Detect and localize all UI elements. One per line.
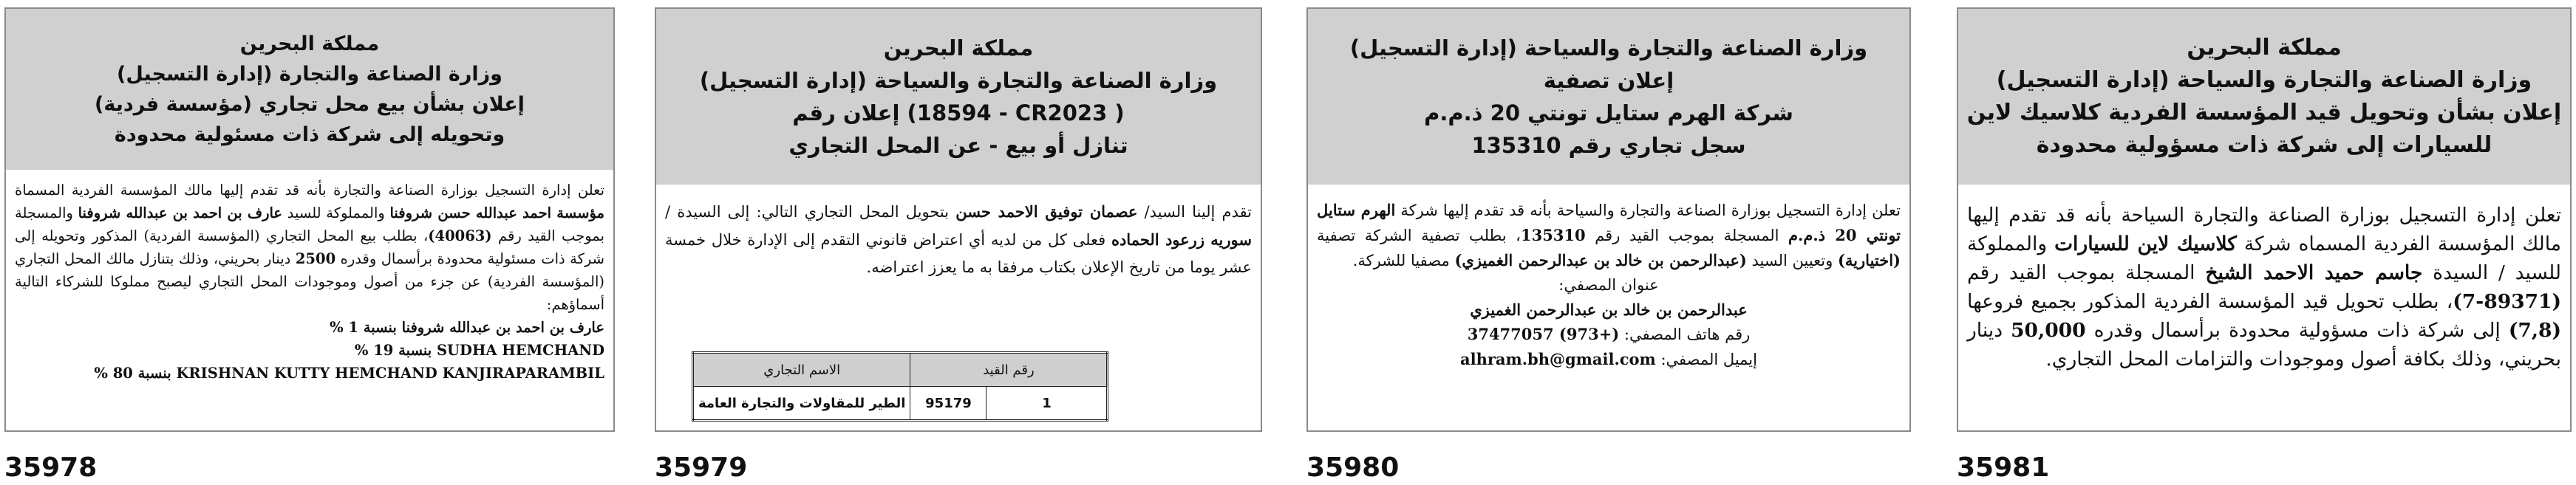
text-run: تقدم إلينا السيد/ [1137,203,1253,221]
notice-heading [1308,9,1909,185]
partner-line: SUDHA HEMCHAND بنسبة 19 % [354,342,604,359]
table-header-row [693,353,1108,387]
notice-number: 35981 [1957,453,2050,483]
text-run: دينار بحريني، وذلك بكافة أصول وموجودات والتزامات المحل التجاري. [1967,319,2561,371]
heading-line: وزارة الصناعة والتجارة والسياحة (إدارة التسجيل) [1349,35,1868,61]
heading-line: إعلان رقم (18594 - CR2023 ) [792,100,1125,125]
liquidator-email-line [1317,347,1901,372]
email-label: إيميل المصفي: [1660,351,1757,368]
phone-label: رقم هاتف المصفي: [1623,326,1751,343]
text-run: المسجلة بموجب القيد رقم [1967,261,2206,284]
liquidator-phone-line [1317,322,1901,347]
emphasized-text: 135310 [1520,226,1586,244]
notice-text [15,179,604,316]
heading-line: مملكة البحرين [2187,35,2342,61]
text-run: ، بطلب تحويل قيد المؤسسة الفردية المذكور بجميع فروعها [1967,290,2453,313]
heading-line: شركة الهرم ستايل تونتي 20 ذ.م.م [1424,100,1793,125]
heading-line: وتحويله إلى شركة ذات مسئولية محدودة [114,123,505,146]
heading-line: وزارة الصناعة والتجارة والسياحة (إدارة التسجيل) [699,68,1218,93]
emphasized-text: عصمان توفيق الاحمد حسن [955,202,1138,221]
notice-35978 [4,7,615,432]
notice-body [665,198,1252,281]
text-run: والمسجلة بموجب القيد رقم [15,204,604,244]
emphasized-text: سوريه زرعود الحماده [1111,230,1252,249]
emphasized-text: مؤسسة احمد عبدالله حسن شروفنا [389,204,604,221]
text-run: والمملوكة للسيد [282,204,390,221]
text-run: تعلن إدارة التسجيل بوزارة الصناعة والتجارة والسياحة بأنه قد تقدم إليها شركة [1395,202,1901,219]
text-run: بتحويل المحل التجاري التالي: إلى السيدة / [665,203,956,221]
emphasized-text: كلاسيك لاين للسيارات [2054,233,2237,255]
heading-line: تنازل أو بيع - عن المحل التجاري [788,133,1128,158]
emphasized-text: الهرم ستايل تونتي 20 ذ.م.م [1317,201,1901,244]
text-run: تعلن إدارة التسجيل بوزارة الصناعة والتجارة بأنه قد تقدم إليها مالك المؤسسة الفردية المسماة [15,182,604,199]
notice-body [1967,201,2561,374]
emphasized-text: (اختيارية) [1837,251,1901,269]
notice-text [1317,198,1901,273]
column-header: الاسم التجاري [693,353,910,387]
emphasized-text: عارف بن احمد بن عبدالله شروفنا [78,204,283,221]
notice-heading [1958,9,2570,185]
notice-text [665,198,1252,281]
table-row [693,387,1108,421]
emphasized-text: 2500 [295,250,336,267]
liquidator-address-label: عنوان المصفي: [1558,276,1659,294]
emphasized-text: جاسم حميد الاحمد الشيخ [2205,261,2423,284]
notice-number: 35979 [655,453,748,483]
notice-body [15,179,604,385]
emphasized-text: (عبدالرحمن بن خالد بن عبدالرحمن الغميزي) [1454,251,1747,269]
text-run: دينار بحريني، وذلك بتنازل مالك المحل التجاري (المؤسسة الفردية) عن جزء من أصول وموجودات المحل التجاري ليصبح مملوكا للشركاء التالية أسماؤهم: [15,250,604,313]
email-value: alhram.bh@gmail.com [1459,350,1656,368]
notice-text [1967,201,2561,374]
commercial-record-table [692,351,1108,422]
phone-value: 37477057 (973+) [1467,325,1620,343]
liquidator-name: عبدالرحمن بن خالد بن عبدالرحمن الغميزي [1470,300,1748,319]
partner-line: عارف بن احمد بن عبدالله شروفنا بنسبة 1 % [330,319,604,336]
text-run: ، بطلب تصفية الشركة تصفية [1317,227,1521,244]
notice-35980 [1306,7,1911,432]
heading-line: إعلان بشأن وتحويل قيد المؤسسة الفردية كلاسيك لاين [1966,100,2562,125]
text-run: إلى شركة ذات مسؤولية محدودة برأسمال وقدره [2085,319,2509,342]
text-run: تعلن إدارة التسجيل بوزارة الصناعة والتجارة السياحة بأنه قد تقدم إليها مالك المؤسسة الفردية المسماه شركة [1967,204,2561,255]
notice-number: 35980 [1306,453,1400,483]
emphasized-text: (89371-7) [2453,290,2561,313]
heading-line: وزارة الصناعة والتجارة والسياحة (إدارة التسجيل) [1996,67,2532,93]
emphasized-text: (7,8) [2508,319,2562,342]
heading-line: إعلان تصفية [1543,68,1674,93]
notice-heading [6,9,613,170]
emphasized-text: (40063) [428,227,492,244]
heading-line: للسيارات إلى شركة ذات مسؤولية محدودة [2036,132,2492,158]
notice-heading [656,9,1261,185]
table-cell: الطير للمقاولات والتجارة العامة [693,387,910,421]
heading-line: مملكة البحرين [239,32,380,55]
heading-line: سجل تجاري رقم 135310 [1471,133,1746,158]
heading-line: إعلان بشأن بيع محل تجاري (مؤسسة فردية) [95,93,525,116]
heading-line: وزارة الصناعة والتجارة (إدارة التسجيل) [117,63,502,86]
text-run: والمملوكة للسيد / السيدة [1967,233,2561,284]
text-run: مصفيا للشركة. [1352,252,1455,269]
text-run: المسجلة بموجب القيد رقم [1585,227,1789,244]
table-cell: 95179 [910,387,987,421]
heading-line: مملكة البحرين [883,35,1034,61]
table-cell: 1 [987,387,1108,421]
text-run: ، بطلب بيع المحل التجاري (المؤسسة الفردية) المذكور وتحويله إلى شركة ذات مسئولية محدودة برأسمال وقدره [15,227,604,267]
partner-line: KRISHNAN KUTTY HEMCHAND KANJIRAPARAMBIL بنسبة 80 % [94,365,604,382]
notice-35981 [1957,7,2572,432]
column-header: رقم القيد [910,353,1108,387]
notice-number: 35978 [4,453,98,483]
emphasized-text: 50,000 [2011,319,2086,342]
text-run: وتعيين السيد [1746,252,1838,269]
text-run: فعلى كل من لديه أي اعتراض قانوني التقدم إلى الإدارة خلال خمسة عشر يوما من تاريخ الإعلان بكتاب مرفقا به ما يعزز اعتراضه. [665,231,1252,276]
notice-body [1317,198,1901,372]
notice-35979 [655,7,1262,432]
